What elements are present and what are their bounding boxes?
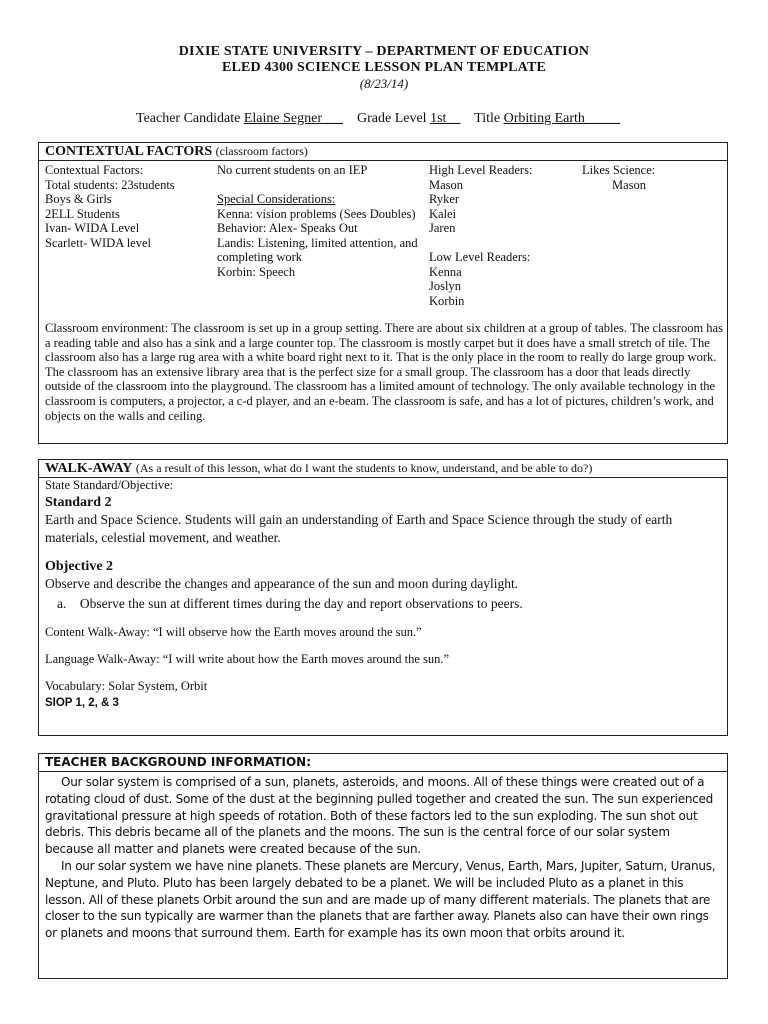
template-date: (8/23/14) [359, 76, 409, 91]
high-readers-label: High Level Readers: [429, 163, 533, 177]
siop-label: SIOP 1, 2, & 3 [45, 697, 119, 709]
consideration-item: Landis: Listening, limited attention, and completing work [217, 235, 418, 264]
cf-line: Boys & Girls [45, 192, 112, 206]
background-paragraph-1: Our solar system is comprised of a sun, planets, asteroids, and moons. All of these things were created out of a rotating cloud of dust. Some of the dust at the beginning pulled together and created the sun. The sun experienced gravitational pressure at high speeds of rotation. Both of these factors led to the sun exploding. The sun shot out debris. This debris became all of the planets and the moons. The sun is the central force of our solar system because all matter and planets were created because of the sun. [45, 775, 714, 857]
walk-away-heading [39, 460, 727, 478]
student-counts-column [45, 163, 213, 250]
content-walk-away: Content Walk-Away: “I will observe how the Earth moves around the sun.” [45, 625, 422, 639]
walk-away-heading-text: WALK-AWAY [45, 461, 133, 476]
cf-line: Ivan- WIDA Level [45, 221, 140, 235]
contextual-factors-heading [39, 143, 727, 161]
lesson-title: Orbiting Earth_____ [503, 111, 620, 126]
low-readers-label: Low Level Readers: [429, 250, 531, 264]
likes-science-column [582, 163, 722, 192]
reader-name: Mason [429, 177, 464, 192]
teacher-background-section [38, 753, 728, 979]
special-considerations-column [217, 163, 427, 279]
teacher-background-heading [39, 754, 727, 772]
language-walk-away: Language Walk-Away: “I will write about how the Earth moves around the sun.” [45, 652, 450, 666]
cf-line: Total students: 23students [45, 177, 175, 192]
reader-name: Korbin [429, 293, 465, 308]
cf-line: Contextual Factors: [45, 163, 144, 177]
likes-science-label: Likes Science: [582, 163, 656, 177]
state-standard-label: State Standard/Objective: [45, 478, 174, 492]
standard-title: Standard 2 [45, 495, 112, 510]
contextual-factors-section [38, 142, 728, 444]
vocabulary: Vocabulary: Solar System, Orbit [45, 679, 208, 693]
cf-line: 2ELL Students [45, 206, 120, 221]
candidate-label: Teacher Candidate [136, 111, 241, 126]
objective-title: Objective 2 [45, 559, 114, 574]
reader-name: Jaren [429, 221, 456, 235]
background-paragraph-2: In our solar system we have nine planets. These planets are Mercury, Venus, Earth, Mars, Jupiter, Saturn, Uranus, Neptune, and Pluto. Pluto has been largely debated to be a planet. We will be included Pluto as a planet in this lesson. All of these planets Orbit around the sun and are made up of many different materials. The planets that are closer to the sun typically are warmer than the planets that are farther away. Planets also can have their own rings or planets and moons that surround them. Earth for example has its own moon that orbits around it. [45, 858, 716, 941]
university-title: DIXIE STATE UNIVERSITY – DEPARTMENT OF EDUCATION [178, 44, 590, 59]
walk-away-section [38, 459, 728, 736]
reader-name: Ryker [429, 192, 460, 206]
title-label: Title [474, 111, 501, 126]
consideration-item: Korbin: Speech [217, 264, 296, 279]
contextual-heading-text: CONTEXTUAL FACTORS [45, 144, 213, 159]
walk-away-heading-note: (As a result of this lesson, what do I want the students to know, understand, and be able to do?) [135, 461, 593, 475]
special-considerations-label: Special Considerations: [217, 192, 336, 206]
reader-name: Kalei [429, 206, 457, 221]
template-title: ELED 4300 SCIENCE LESSON PLAN TEMPLATE [221, 60, 547, 75]
grade-value: 1st__ [430, 111, 461, 126]
consideration-item: Kenna: vision problems (Sees Doubles) [217, 206, 416, 221]
candidate-name: Elaine Segner___ [243, 111, 343, 126]
teacher-background-heading-text: TEACHER BACKGROUND INFORMATION: [45, 755, 312, 769]
standard-text: Earth and Space Science. Students will gain an understanding of Earth and Space Science through the study of earth materials, celestial movement, and weather. [45, 512, 673, 545]
objective-text: Observe and describe the changes and appearance of the sun and moon during daylight. [45, 576, 519, 591]
iep-note: No current students on an IEP [217, 163, 368, 177]
contextual-heading-note: (classroom factors) [215, 144, 308, 158]
objective-item: a. Observe the sun at different times during the day and report observations to peers. [57, 596, 523, 611]
reader-name: Kenna [429, 264, 462, 279]
readers-column [429, 163, 574, 308]
document-header [0, 44, 768, 92]
reader-name: Joslyn [429, 279, 461, 293]
cf-line: Scarlett- WIDA level [45, 235, 151, 250]
grade-label: Grade Level [357, 111, 427, 126]
candidate-line [136, 111, 620, 127]
classroom-environment: Classroom environment: The classroom is set up in a group setting. There are about six children at a group of tables. The classroom has a reading table and also has a sink and a large counter top. The classroom is mostly carpet but it does have a small stretch of tile. The classroom also has a large rug area with a white board right next to it. That is the only place in the room to really do large group work. The classroom has an extensive library area that is the perfect size for a small group. The classroom has a door that leads directly outside of the classroom into the playground. The classroom has a limited amount of technology. The only available technology in the classroom is computers, a projector, a c-d player, and an e-beam. The classroom is safe, and has a lot of pictures, children’s work, and objects on the walls and ceiling. [45, 321, 723, 423]
likes-science-name: Mason [612, 177, 647, 192]
consideration-item: Behavior: Alex- Speaks Out [217, 221, 358, 235]
